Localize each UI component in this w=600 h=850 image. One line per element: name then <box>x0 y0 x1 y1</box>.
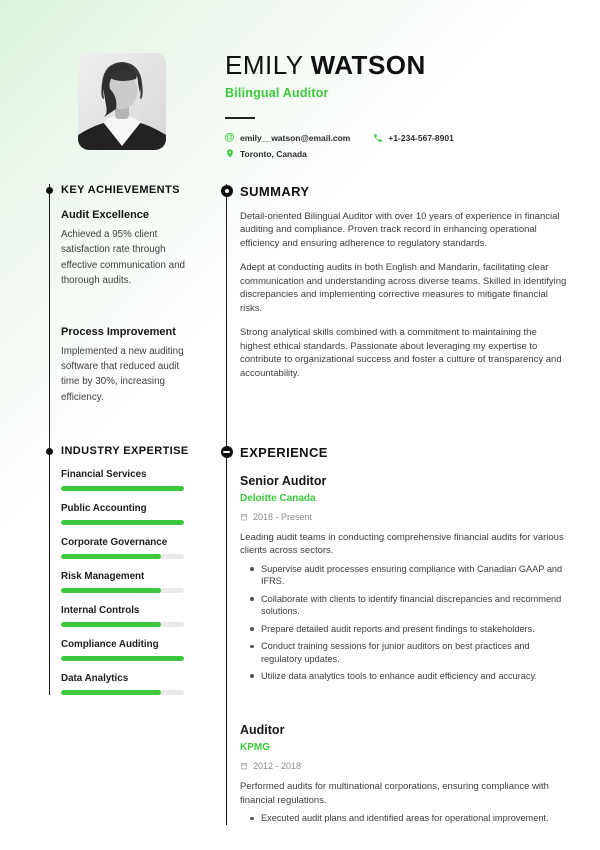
contact-block <box>224 132 476 164</box>
job-bullet: Executed audit plans and identified areas for operational improvement. <box>261 812 566 824</box>
skill-bar-fill <box>61 690 161 695</box>
job-role: Senior Auditor <box>240 474 327 488</box>
job-bullet-list <box>240 812 572 824</box>
skill-bar <box>61 554 184 559</box>
profile-photo <box>78 53 166 150</box>
skill-name: Public Accounting <box>61 503 147 514</box>
experience-entry <box>240 723 572 824</box>
resume-header <box>0 0 600 184</box>
section-marker-ring <box>221 446 233 458</box>
skill-bar <box>61 622 184 627</box>
contact-location <box>224 148 307 159</box>
contact-email <box>224 132 350 143</box>
last-name: WATSON <box>310 50 426 80</box>
skill-row <box>61 469 198 491</box>
section-marker-dot <box>46 187 53 194</box>
skill-name: Financial Services <box>61 469 147 480</box>
skill-bar-fill <box>61 486 184 491</box>
body-columns <box>0 184 600 825</box>
achievement-text: Implemented a new auditing software that reduced audit time by 30%, increasing efficiency. <box>61 345 184 403</box>
summary-heading: SUMMARY <box>240 184 310 199</box>
skill-row <box>61 537 198 559</box>
job-company: KPMG <box>240 742 270 754</box>
first-name: EMILY <box>225 50 304 80</box>
candidate-title: Bilingual Auditor <box>225 86 329 100</box>
name-block <box>225 50 426 119</box>
skill-row <box>61 673 198 695</box>
experience-entry <box>240 474 572 682</box>
skill-bar <box>61 520 184 525</box>
job-dates <box>240 512 572 522</box>
at-icon: @ <box>224 131 235 144</box>
skill-bar-fill <box>61 656 184 661</box>
skill-name: Compliance Auditing <box>61 639 159 650</box>
summary-paragraph: Adept at conducting audits in both English and Mandarin, facilitating clear communication and understanding across diverse teams. Skilled in identifying discrepancies and implementing corrective measures to mitigate financial risks. <box>240 262 567 314</box>
achievement-item <box>61 326 198 406</box>
section-experience <box>240 445 572 825</box>
skill-name: Data Analytics <box>61 673 129 684</box>
job-dates-text: 2018 - Present <box>253 512 313 522</box>
achievement-text: Achieved a 95% client satisfaction rate through effective communication and thorough audits. <box>61 229 185 287</box>
section-industry-expertise <box>61 445 198 695</box>
job-dates <box>240 761 572 771</box>
skill-name: Internal Controls <box>61 605 140 616</box>
skill-name: Corporate Governance <box>61 537 168 548</box>
portrait-photo <box>78 53 166 150</box>
job-bullet: Conduct training sessions for junior auditors on best practices and regulatory updates. <box>261 640 566 665</box>
right-column <box>226 184 572 825</box>
job-company: Deloitte Canada <box>240 493 316 504</box>
skill-bar-fill <box>61 520 184 525</box>
skill-bar-fill <box>61 622 161 627</box>
calendar-icon <box>240 762 248 770</box>
phone-text: +1-234-567-8901 <box>388 132 454 143</box>
map-pin-icon <box>224 148 235 159</box>
expertise-heading: INDUSTRY EXPERTISE <box>61 445 189 457</box>
achievement-title: Process Improvement <box>61 325 176 338</box>
skill-bar <box>61 656 184 661</box>
job-bullet: Prepare detailed audit reports and present findings to stakeholders. <box>261 623 566 635</box>
skill-row <box>61 503 198 525</box>
job-bullet: Utilize data analytics tools to enhance audit efficiency and accuracy. <box>261 670 566 682</box>
job-description: Performed audits for multinational corporations, ensuring compliance with financial regulations. <box>240 781 549 806</box>
section-marker-dot <box>46 448 53 455</box>
email-text: emily__watson@email.com <box>240 132 351 143</box>
achievement-title: Audit Excellence <box>61 209 150 221</box>
skill-bar <box>61 486 184 491</box>
contact-row-2 <box>224 148 476 159</box>
job-bullet-list <box>240 563 572 682</box>
location-text: Toronto, Canada <box>240 148 307 159</box>
contact-phone <box>372 132 453 143</box>
summary-paragraph: Strong analytical skills combined with a commitment to maintaining the highest ethical standards. Passionate about leveraging my expertise to contribute to organizational success and foster a culture of transparency and accountability. <box>240 327 562 379</box>
skill-row <box>61 605 198 627</box>
achievement-item <box>61 209 198 289</box>
section-marker-ring <box>221 185 233 197</box>
experience-heading: EXPERIENCE <box>240 445 328 460</box>
achievements-heading: KEY ACHIEVEMENTS <box>61 184 180 196</box>
summary-paragraph: Detail-oriented Bilingual Auditor with over 10 years of experience in financial auditing and compliance. Proven track record in enhancing operational efficiency and ensuring adherence to regulatory standards. <box>240 211 560 249</box>
skill-bar-fill <box>61 554 161 559</box>
section-summary <box>240 184 572 445</box>
section-key-achievements <box>61 184 198 445</box>
contact-row-1 <box>224 132 476 143</box>
job-bullet: Supervise audit processes ensuring compliance with Canadian GAAP and IFRS. <box>261 563 566 588</box>
skill-row <box>61 639 198 661</box>
job-dates-text: 2012 - 2018 <box>253 761 302 772</box>
title-divider <box>225 117 255 119</box>
skill-bar-fill <box>61 588 161 593</box>
skill-bar <box>61 690 184 695</box>
phone-icon <box>372 132 383 143</box>
skill-bar <box>61 588 184 593</box>
left-column <box>49 184 198 695</box>
skill-name: Risk Management <box>61 571 145 582</box>
skill-row <box>61 571 198 593</box>
job-description: Leading audit teams in conducting comprehensive financial audits for various clients across sectors. <box>240 532 564 557</box>
candidate-name <box>225 50 426 81</box>
job-bullet: Collaborate with clients to identify financial discrepancies and recommend solutions. <box>261 593 566 618</box>
calendar-icon <box>240 513 248 521</box>
job-role: Auditor <box>240 723 285 738</box>
